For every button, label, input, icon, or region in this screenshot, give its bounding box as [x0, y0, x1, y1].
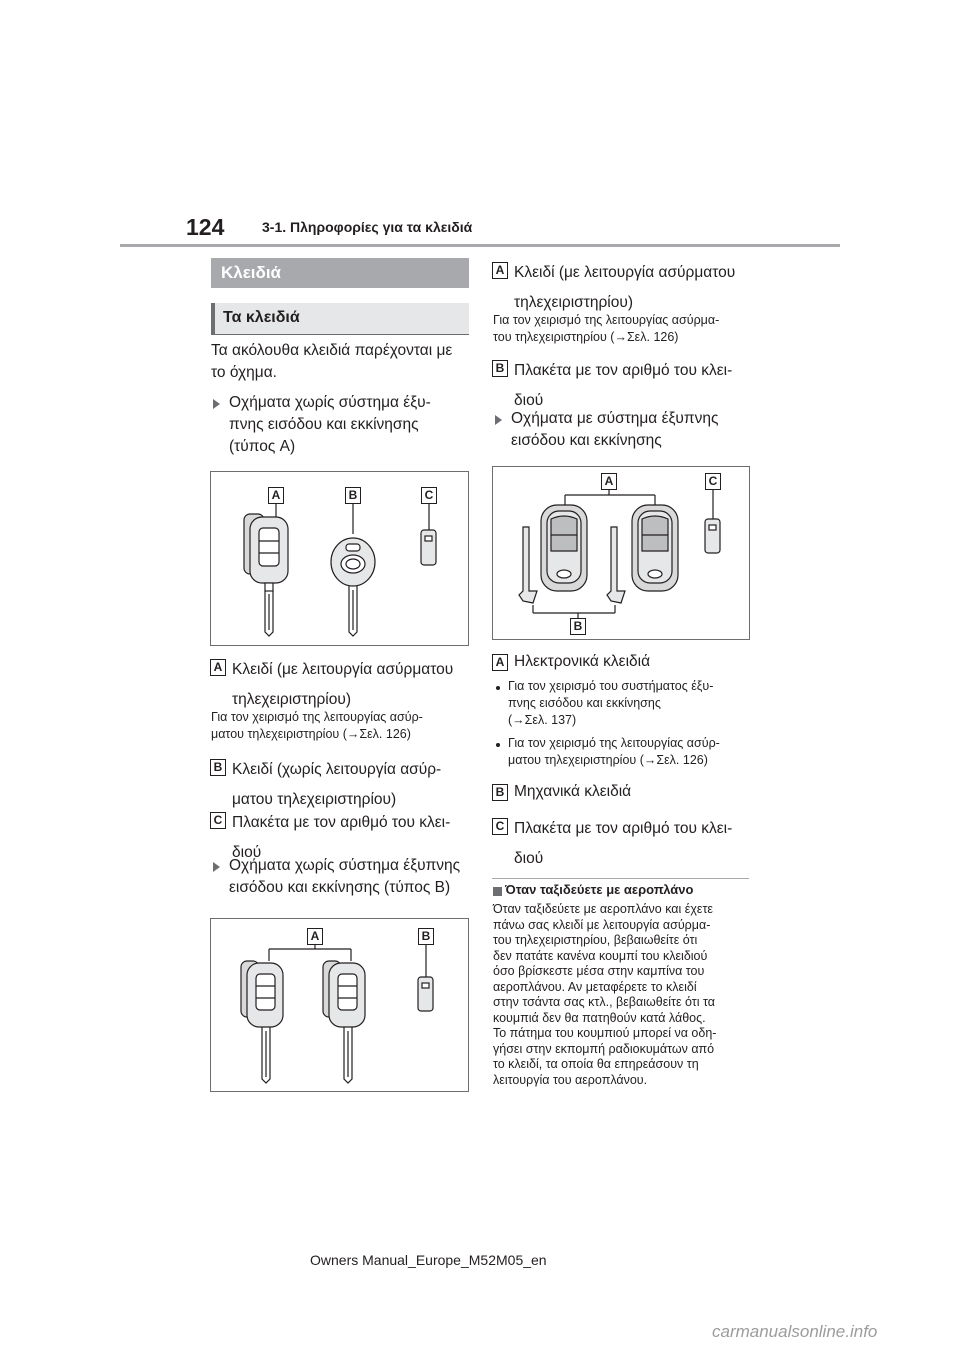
fig1-label-a: A — [268, 487, 284, 504]
item-remote-key: Κλειδί (με λειτουργία ασύρματου τηλεχειριστηρίου) — [232, 661, 454, 708]
fig3-label-b: B — [570, 618, 586, 635]
footer-text: Owners Manual_Europe_M52M05_en — [310, 1252, 547, 1268]
badge-b: B — [492, 784, 508, 801]
running-head: 3-1. Πληροφορίες για τα κλειδιά — [262, 219, 473, 235]
subsection-bar — [211, 303, 215, 335]
header-rule — [120, 244, 840, 247]
triangle-bullet-icon — [213, 862, 220, 872]
item-number-plate-right: Πλακέτα με τον αριθμό του κλει- διού — [514, 362, 733, 409]
note-rule — [492, 878, 749, 879]
figure-keys-type-a — [210, 471, 469, 646]
heading-type-a: Οχήματα χωρίς σύστημα έξυ- πνης εισόδου και εκκίνησης (τύπος A) — [229, 394, 431, 455]
item-number-plate-smart: Πλακέτα με τον αριθμό του κλει- διού — [514, 820, 733, 867]
item-plain-key: Κλειδί (χωρίς λειτουργία ασύρ- ματου τηλεχειριστηρίου) — [232, 761, 442, 808]
triangle-bullet-icon — [495, 415, 502, 425]
item-number-plate: Πλακέτα με τον αριθμό του κλει- διού — [232, 814, 451, 861]
fig2-label-a: A — [307, 928, 323, 945]
bullet-smart-entry-note: Για τον χειρισμό του συστήματος έξυ- πνης εισόδου και εκκίνησης (→Σελ. 137) — [508, 679, 714, 727]
note-body: Όταν ταξιδεύετε με αεροπλάνο και έχετε πάνω σας κλειδί με λειτουργία ασύρμα- του τηλεχειριστηρίου, βεβαιωθείτε ότι δεν πατάτε κανένα κουμπί του κλειδιού όσο βρίσκεστε μέσα στην καμπίνα του αεροπλάνου. Αν μεταφέρετε το κλειδί στην τσάντα σας κτλ., βεβαιωθείτε ότι τα κουμπιά δεν θα πατηθούν κατά λάθος. Το πάτημα του κουμπιού μπορεί να οδη- γήσει στην εκπομπή ραδιοκυμάτων από το κλειδί, τα οποία θα επηρεάσουν τη λειτουργία του αεροπλάνου. — [493, 902, 717, 1087]
item-remote-key-note: Για τον χειρισμό της λειτουργίας ασύρ- ματου τηλεχειριστηρίου (→Σελ. 126) — [211, 710, 423, 741]
key-drawings-3 — [493, 467, 749, 639]
badge-b: B — [210, 759, 226, 776]
fig3-label-c: C — [705, 473, 721, 490]
item-remote-key-right-note: Για τον χειρισμό της λειτουργίας ασύρμα- του τηλεχειριστηρίου (→Σελ. 126) — [493, 313, 720, 344]
badge-c: C — [210, 812, 226, 829]
watermark: carmanualsonline.info — [712, 1322, 878, 1341]
bullet-dot — [496, 743, 500, 747]
key-drawings-1 — [211, 472, 468, 645]
badge-c: C — [492, 818, 508, 835]
key-drawings-2 — [211, 919, 468, 1091]
heading-type-b: Οχήματα χωρίς σύστημα έξυπνης εισόδου και εκκίνησης (τύπος B) — [229, 857, 461, 896]
badge-b: B — [492, 360, 508, 377]
page-number: 124 — [186, 214, 225, 240]
figure-keys-type-b — [210, 918, 469, 1092]
section-title: Κλειδιά — [211, 258, 469, 288]
fig1-label-c: C — [421, 487, 437, 504]
intro-text: Τα ακόλουθα κλειδιά παρέχονται με το όχημα. — [211, 342, 453, 381]
fig1-label-b: B — [345, 487, 361, 504]
bullet-dot — [496, 686, 500, 690]
bullet-remote-note: Για τον χειρισμό της λειτουργίας ασύρ- ματου τηλεχειριστηρίου (→Σελ. 126) — [508, 736, 720, 767]
square-bullet-icon — [493, 887, 502, 896]
fig3-label-a: A — [601, 473, 617, 490]
heading-smart-entry: Οχήματα με σύστημα έξυπνης εισόδου και εκκίνησης — [511, 410, 719, 449]
note-title: Όταν ταξιδεύετε με αεροπλάνο — [505, 882, 694, 897]
badge-a: A — [210, 659, 226, 676]
item-remote-key-right: Κλειδί (με λειτουργία ασύρματου τηλεχειριστηρίου) — [514, 264, 736, 311]
subsection-title: Τα κλειδιά — [211, 303, 469, 335]
triangle-bullet-icon — [213, 399, 220, 409]
figure-keys-smart — [492, 466, 750, 640]
item-electronic-keys: Ηλεκτρονικά κλειδιά — [514, 653, 651, 670]
badge-a: A — [492, 654, 508, 671]
badge-a: A — [492, 262, 508, 279]
item-mechanical-keys: Μηχανικά κλειδιά — [514, 783, 632, 800]
fig2-label-b: B — [418, 928, 434, 945]
